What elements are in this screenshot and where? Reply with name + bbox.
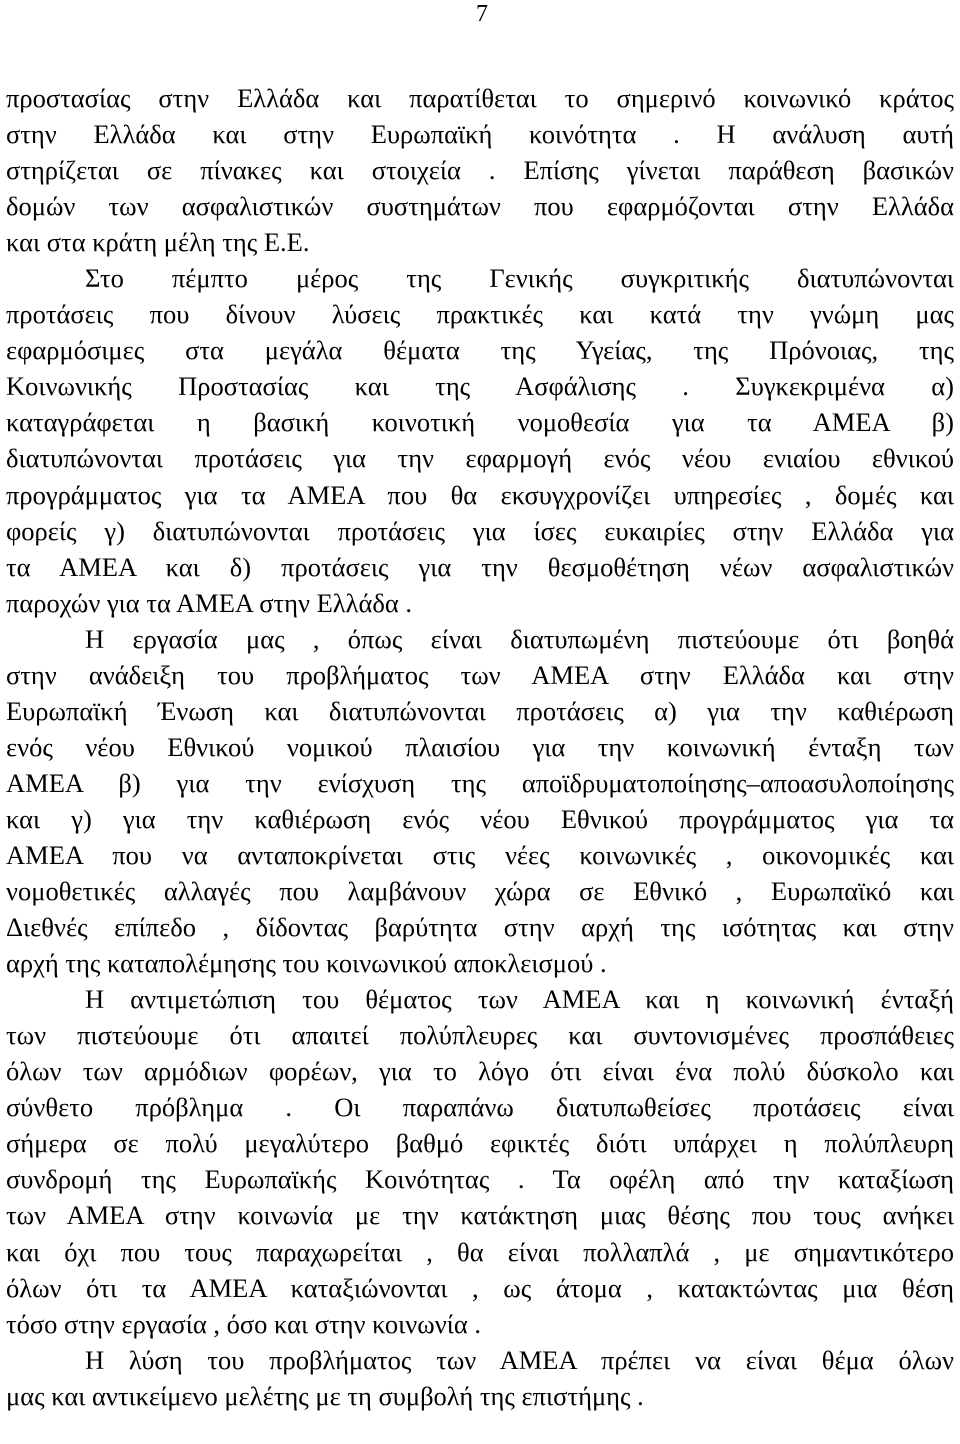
text-line: στην Ελλάδα και στην Ευρωπαϊκή κοινότητα . Η ανάλυση αυτή xyxy=(6,119,954,150)
text-line: σήμερα σε πολύ μεγαλύτερο βαθμό εφικτές διότι υπάρχει η πολύπλευρη xyxy=(6,1128,954,1159)
text-line: τόσο στην εργασία , όσο και στην κοινωνία . xyxy=(6,1308,481,1339)
text-line: παροχών για τα ΑΜΕΑ στην Ελλάδα . xyxy=(6,587,412,618)
text-line: των πιστεύουμε ότι απαιτεί πολύπλευρες και συντονισμένες προσπάθειες xyxy=(6,1020,954,1051)
paragraph-first-line: Η λύση του προβλήματος των ΑΜΕΑ πρέπει να είναι θέμα όλων xyxy=(85,1344,954,1375)
text-line: ενός νέου Εθνικού νομικού πλαισίου για την κοινωνική ένταξη των xyxy=(6,731,954,762)
text-line: Κοινωνικής Προστασίας και της Ασφάλισης . Συγκεκριμένα α) xyxy=(6,371,954,402)
paragraph-first-line: Στο πέμπτο μέρος της Γενικής συγκριτικής διατυπώνονται xyxy=(85,263,954,294)
text-line: δομών των ασφαλιστικών συστημάτων που εφαρμόζονται στην Ελλάδα xyxy=(6,191,954,222)
text-line: Ευρωπαϊκή Ένωση και διατυπώνονται προτάσεις α) για την καθιέρωση xyxy=(6,695,954,726)
text-line: αρχή της καταπολέμησης του κοινωνικού αποκλεισμού . xyxy=(6,948,607,979)
text-line: νομοθετικές αλλαγές που λαμβάνουν χώρα σε Εθνικό , Ευρωπαϊκό και xyxy=(6,876,954,907)
text-line: προστασίας στην Ελλάδα και παρατίθεται το σημερινό κοινωνικό κράτος xyxy=(6,83,954,113)
text-line: όλων ότι τα ΑΜΕΑ καταξιώνονται , ως άτομα , κατακτώντας μια θέση xyxy=(6,1272,954,1303)
text-line: καταγράφεται η βασική κοινοτική νομοθεσία για τα ΑΜΕΑ β) xyxy=(6,407,954,438)
text-line: όλων των αρμόδιων φορέων, για το λόγο ότι είναι ένα πολύ δύσκολο και xyxy=(6,1056,954,1087)
text-line: ΑΜΕΑ που να ανταποκρίνεται στις νέες κοινωνικές , οικονομικές και xyxy=(6,839,954,870)
text-line: στηρίζεται σε πίνακες και στοιχεία . Επίσης γίνεται παράθεση βασικών xyxy=(6,155,954,186)
paragraph-first-line: Η εργασία μας , όπως είναι διατυπωμένη πιστεύουμε ότι βοηθά xyxy=(85,623,954,654)
text-line: τα ΑΜΕΑ και δ) προτάσεις για την θεσμοθέτηση νέων ασφαλιστικών xyxy=(6,551,954,582)
text-line: συνδρομή της Ευρωπαϊκής Κοινότητας . Τα οφέλη από την καταξίωση xyxy=(6,1164,954,1195)
text-line: προγράμματος για τα ΑΜΕΑ που θα εκσυγχρονίζει υπηρεσίες , δομές και xyxy=(6,479,954,510)
text-line: μας και αντικείμενο μελέτης με τη συμβολή της επιστήμης . xyxy=(6,1380,644,1411)
text-line: διατυπώνονται προτάσεις για την εφαρμογή ενός νέου ενιαίου εθνικού xyxy=(6,443,954,474)
text-line: εφαρμόσιμες στα μεγάλα θέματα της Υγείας, της Πρόνοιας, της xyxy=(6,335,954,366)
text-line: προτάσεις που δίνουν λύσεις πρακτικές και κατά την γνώμη μας xyxy=(6,299,954,330)
text-line: των ΑΜΕΑ στην κοινωνία με την κατάκτηση μιας θέσης που τους ανήκει xyxy=(6,1200,954,1231)
document-body xyxy=(6,80,954,1414)
text-line: Διεθνές επίπεδο , δίδοντας βαρύτητα στην αρχή της ισότητας και στην xyxy=(6,912,954,943)
text-line: και όχι που τους παραχωρείται , θα είναι πολλαπλά , με σημαντικότερο xyxy=(6,1236,954,1267)
text-line: και στα κράτη μέλη της Ε.Ε. xyxy=(6,227,310,258)
text-line: ΑΜΕΑ β) για την ενίσχυση της αποϊδρυματοποίησης–αποασυλοποίησης xyxy=(6,767,954,798)
paragraph-first-line: Η αντιμετώπιση του θέματος των ΑΜΕΑ και η κοινωνική ένταξή xyxy=(85,984,954,1015)
text-line: φορείς γ) διατυπώνονται προτάσεις για ίσες ευκαιρίες στην Ελλάδα για xyxy=(6,515,954,546)
page-number: 7 xyxy=(476,1,488,27)
text-line: σύνθετο πρόβλημα . Οι παραπάνω διατυπωθείσες προτάσεις είναι xyxy=(6,1092,954,1123)
text-line: και γ) για την καθιέρωση ενός νέου Εθνικού προγράμματος για τα xyxy=(6,803,954,834)
text-line: στην ανάδειξη του προβλήματος των ΑΜΕΑ στην Ελλάδα και στην xyxy=(6,659,954,690)
